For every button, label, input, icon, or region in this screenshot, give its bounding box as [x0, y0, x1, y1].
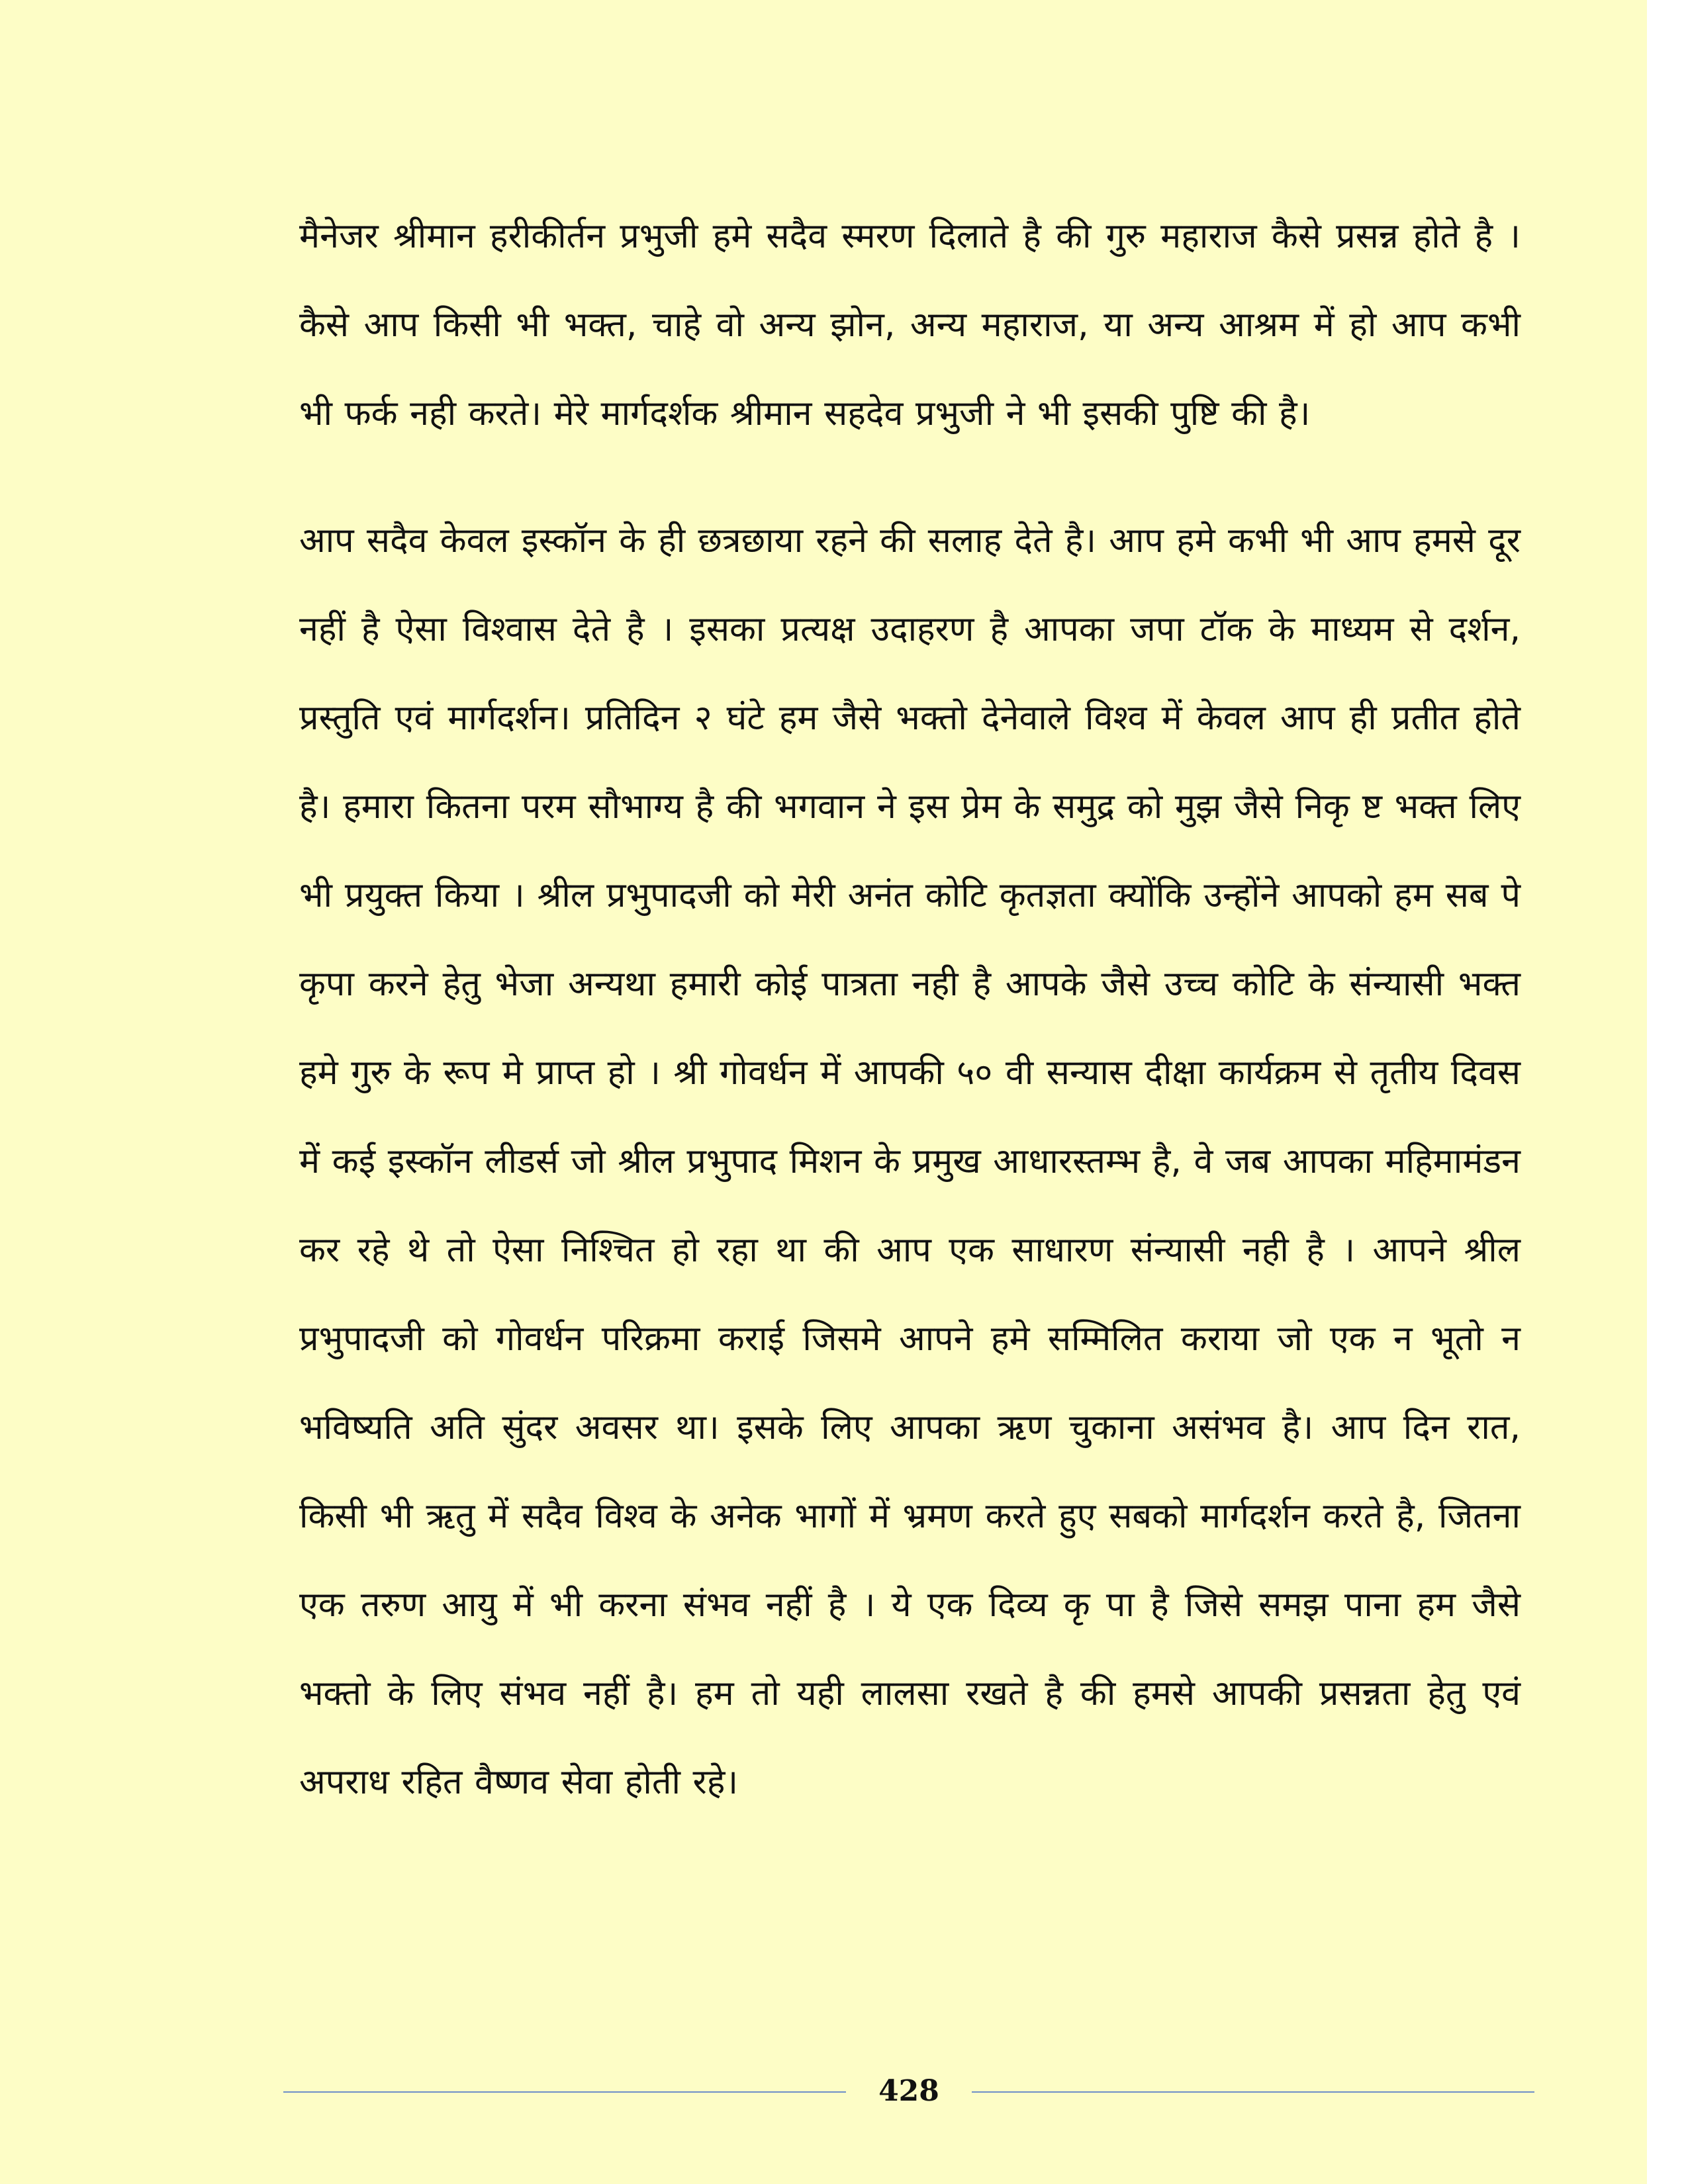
page-footer: [283, 2071, 1534, 2111]
page-number: 428: [878, 2074, 939, 2108]
page-margin-strip: [1647, 0, 1688, 2184]
paragraph-2: आप सदैव केवल इस्कॉन के ही छत्रछाया रहने की सलाह देते है। आप हमे कभी भी आप हमसे दूर नहीं है ऐसा विश्वास देते है । इसका प्रत्यक्ष उदाहरण है आपका जपा टॉक के माध्यम से दर्शन, प्रस्तुति एवं मार्गदर्शन। प्रतिदिन २ घंटे हम जैसे भक्तो देनेवाले विश्व में केवल आप ही प्रतीत होते है। हमारा कितना परम सौभाग्य है की भगवान ने इस प्रेम के समुद्र को मुझ जैसे निकृ ष्ट भक्त लिए भी प्रयुक्त किया । श्रील प्रभुपादजी को मेरी अनंत कोटि कृतज्ञता क्योंकि उन्होंने आपको हम सब पे कृपा करने हेतु भेजा अन्यथा हमारी कोई पात्रता नही है आपके जैसे उच्च कोटि के संन्यासी भक्त हमे गुरु के रूप मे प्राप्त हो । श्री गोवर्धन में आपकी ५० वी सन्यास दीक्षा कार्यक्रम से तृतीय दिवस में कई इस्कॉन लीडर्स जो श्रील प्रभुपाद मिशन के प्रमुख आधारस्तम्भ है, वे जब आपका महिमामंडन कर रहे थे तो ऐसा निश्चित हो रहा था की आप एक साधारण संन्यासी नही है । आपने श्रील प्रभुपादजी को गोवर्धन परिक्रमा कराई जिसमे आपने हमे सम्मिलित कराया जो एक न भूतो न भविष्यति अति सुंदर अवसर था। इसके लिए आपका ऋण चुकाना असंभव है। आप दिन रात, किसी भी ऋतु में सदैव विश्व के अनेक भागों में भ्रमण करते हुए सबको मार्गदर्शन करते है, जितना एक तरुण आयु में भी करना संभव नहीं है । ये एक दिव्य कृ पा है जिसे समझ पाना हम जैसे भक्तो के लिए संभव नहीं है। हम तो यही लालसा रखते है की हमसे आपकी प्रसन्नता हेतु एवं अपराध रहित वैष्णव सेवा होती रहे।: [299, 521, 1521, 1802]
footer-rule-left: [283, 2091, 846, 2093]
footer-rule-right: [972, 2091, 1534, 2093]
page-body: [299, 192, 1521, 1865]
paragraph-1: मैनेजर श्रीमान हरीकीर्तन प्रभुजी हमे सदैव स्मरण दिलाते है की गुरु महाराज कैसे प्रसन्न होते है । कैसे आप किसी भी भक्त, चाहे वो अन्य झोन, अन्य महाराज, या अन्य आश्रम में हो आप कभी भी फर्क नही करते। मेरे मार्गदर्शक श्रीमान सहदेव प्रभुजी ने भी इसकी पुष्टि की है।: [299, 216, 1521, 433]
